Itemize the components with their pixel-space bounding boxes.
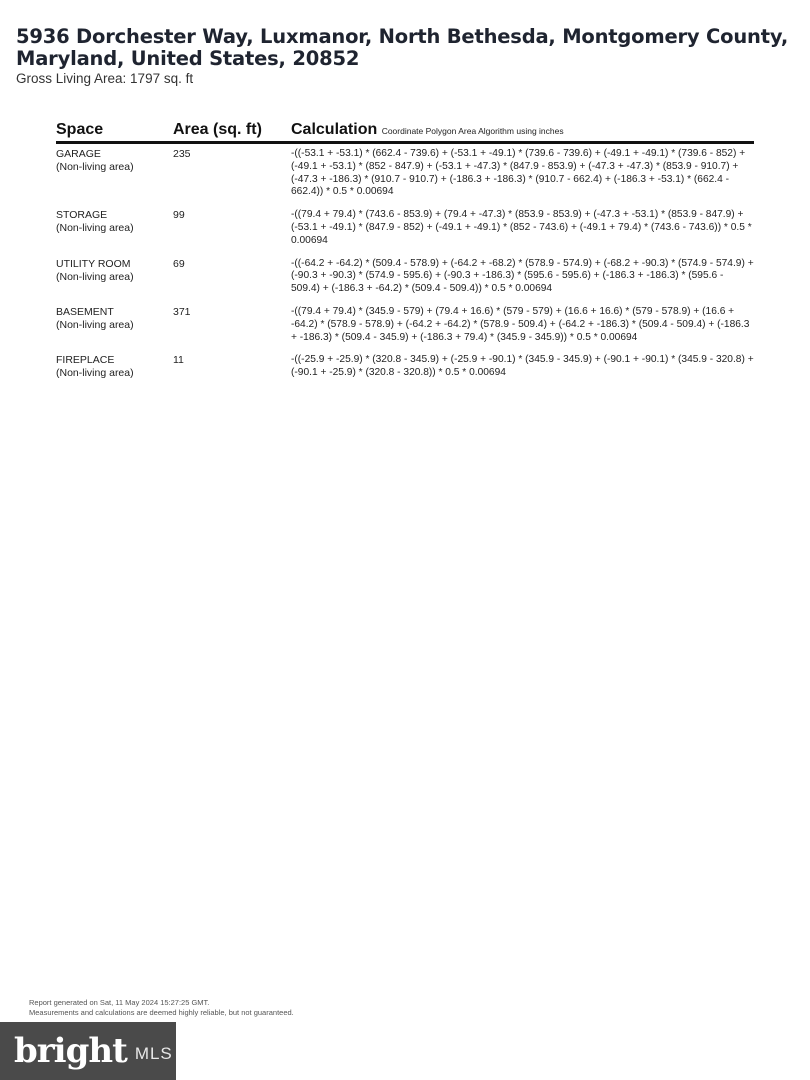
area-value: 99 bbox=[173, 209, 185, 222]
table-row bbox=[56, 209, 754, 247]
space-type: (Non-living area) bbox=[56, 161, 134, 173]
column-header-calculation bbox=[291, 121, 754, 139]
calculation-formula: -((79.4 + 79.4) * (743.6 - 853.9) + (79.4 + -47.3) * (853.9 - 853.9) + (-47.3 + -53.1) * (853.9 - 847.9) + (-53.1 + -49.1) * (847.9 - 852) + (-49.1 + -49.1) * (852 - 743.6) + (-49.1 + 79.4) * (743.6 - 743.6)) * 0.5 * 0.00694 bbox=[291, 209, 752, 246]
space-name: GARAGE bbox=[56, 148, 101, 160]
table-row bbox=[56, 306, 754, 344]
calculation-formula: -((-25.9 + -25.9) * (320.8 - 345.9) + (-25.9 + -90.1) * (345.9 - 345.9) + (-90.1 + -90.1) * (345.9 - 320.8) + (-90.1 + -25.9) * (320.8 - 320.8)) * 0.5 * 0.00694 bbox=[291, 354, 754, 379]
space-type: (Non-living area) bbox=[56, 367, 134, 380]
table-row bbox=[56, 258, 754, 296]
area-value: 371 bbox=[173, 305, 191, 318]
area-value: 69 bbox=[173, 257, 185, 270]
space-name: STORAGE bbox=[56, 209, 108, 222]
report-header bbox=[16, 26, 796, 86]
space-name: BASEMENT bbox=[56, 305, 114, 318]
column-header-area: Area (sq. ft) bbox=[173, 121, 262, 138]
space-cell bbox=[56, 354, 173, 380]
area-value: 235 bbox=[173, 148, 191, 160]
logo-mls-text: MLS bbox=[134, 1044, 173, 1063]
bright-mls-logo bbox=[0, 1022, 176, 1080]
space-name: UTILITY ROOM bbox=[56, 257, 131, 270]
calculation-note: Coordinate Polygon Area Algorithm using inches bbox=[381, 126, 564, 136]
report-generated-date: Report generated on Sat, 11 May 2024 15:27:25 GMT. bbox=[29, 998, 210, 1007]
calculation-formula: -((-64.2 + -64.2) * (509.4 - 578.9) + (-64.2 + -68.2) * (578.9 - 574.9) + (-68.2 + -90.3) * (574.9 - 574.9) + (-90.3 + -90.3) * (574.9 - 595.6) + (-90.3 + -186.3) * (595.6 - 595.6) + (-186.3 + -186.3) * (595.6 - 509.4) + (-186.3 + -64.2) * (509.4 - 509.4)) * 0.5 * 0.00694 bbox=[291, 257, 754, 295]
calculation-formula: -((79.4 + 79.4) * (345.9 - 579) + (79.4 + 16.6) * (579 - 579) + (16.6 + 16.6) * (579 - 578.9) + (16.6 + -64.2) * (578.9 - 578.9) + (-64.2 + -64.2) * (578.9 - 509.4) + (-64.2 + -186.3) * (509.4 - 509.4) + (-186.3 + -186.3) * (509.4 - 345.9) + (-186.3 + 79.4) * (345.9 - 345.9)) * 0.5 * 0.00694 bbox=[291, 305, 750, 343]
area-value: 11 bbox=[173, 354, 184, 367]
column-header-space: Space bbox=[56, 121, 104, 138]
report-footer bbox=[29, 998, 294, 1018]
calculation-formula: -((-53.1 + -53.1) * (662.4 - 739.6) + (-53.1 + -49.1) * (739.6 - 739.6) + (-49.1 + -49.1) * (739.6 - 852) + (-49.1 + -53.1) * (852 - 847.9) + (-53.1 + -47.3) * (847.9 - 853.9) + (-47.3 + -47.3) * (853.9 - 910.7) + (-47.3 + -186.3) * (910.7 - 910.7) + (-186.3 + -186.3) * (910.7 - 662.4) + (-186.3 + -53.1) * (662.4 - 662.4)) * 0.5 * 0.00694 bbox=[291, 148, 746, 198]
space-cell bbox=[56, 306, 173, 344]
logo-wordmark: bright bbox=[14, 1031, 127, 1071]
space-cell bbox=[56, 148, 173, 199]
calculation-label: Calculation bbox=[291, 121, 378, 138]
table-row bbox=[56, 148, 754, 199]
table-row bbox=[56, 354, 754, 380]
space-type: (Non-living area) bbox=[56, 222, 134, 235]
gross-living-area: Gross Living Area: 1797 sq. ft bbox=[16, 71, 194, 86]
space-cell bbox=[56, 258, 173, 296]
table-header bbox=[56, 117, 754, 144]
report-disclaimer: Measurements and calculations are deemed highly reliable, but not guaranteed. bbox=[29, 1008, 294, 1017]
property-address: 5936 Dorchester Way, Luxmanor, North Bethesda, Montgomery County, Maryland, United States, 20852 bbox=[16, 25, 789, 70]
space-type: (Non-living area) bbox=[56, 318, 134, 331]
space-cell bbox=[56, 209, 173, 247]
space-name: FIREPLACE bbox=[56, 354, 115, 367]
space-type: (Non-living area) bbox=[56, 270, 134, 283]
area-table bbox=[56, 117, 754, 380]
